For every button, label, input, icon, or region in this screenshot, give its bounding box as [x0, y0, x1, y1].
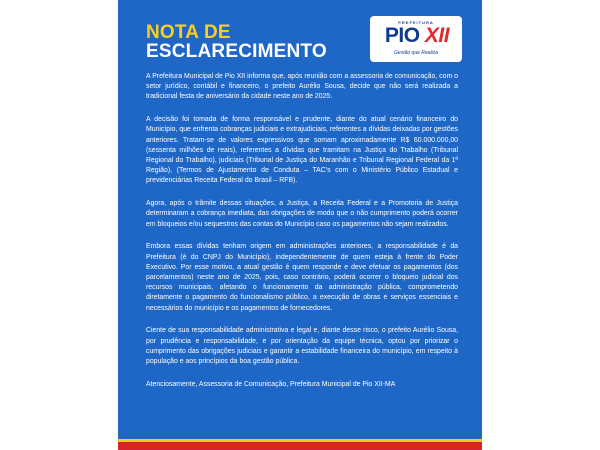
municipality-logo: [370, 16, 462, 62]
page-title: [146, 23, 346, 61]
logo-prefix: PREFEITURA: [398, 20, 434, 25]
logo-name-text: PIO: [384, 24, 420, 47]
red-stripe: [118, 442, 482, 450]
title-line-1: NOTA DE: [146, 22, 231, 43]
paragraph-5: Ciente de sua responsabilidade administrativa e legal e, diante desse risco, o prefeito Aurélio Sousa, por prudência e responsabilidade, e por orientação da equipe técnica, optou por priorizar o cumprimento das obrigações judiciais e garantir a estabilidade financeira do município, em respeito à população e aos princípios da boa gestão pública.: [146, 327, 458, 366]
paragraph-4: Embora essas dívidas tenham origem em administrações anteriores, a responsabilidade é da Prefeitura (é do CNPJ do Município), independentemente de quem esteja à frente do Poder Executivo. Por esse motivo, a atual gestão é quem responde e deve efetuar os pagamentos (dos parcelamentos) neste ano de 2025, pois, caso contrário, poderá ocorrer o bloqueio judicial dos recursos municipais, afetando o funcionamento da administração pública, comprometendo diretamente o pagamento do funcionalismo público, a execução de obras e serviços essenciais e necessários do município e os pagamentos de fornecedores.: [146, 243, 458, 312]
logo-name: [376, 24, 458, 47]
logo-slogan: Gestão que Realiza: [394, 50, 438, 56]
paragraph-1: A Prefeitura Municipal de Pio XII informa que, após reunião com a assessoria de comunicação, com o setor jurídico, contábil e financeiro, o prefeito Aurélio Sousa, decide que não será realizada a tradicional festa de aniversário da cidade neste ano de 2025.: [146, 73, 458, 101]
paragraph-2: A decisão foi tomada de forma responsável e prudente, diante do atual cenário financeiro do Município, que enfrenta cobranças judiciais e extrajudiciais, referentes a dívidas deixadas por gestões anteriores. Tratam-se de valores expressivos que somam aproximadamente R$ 60.000.000,00 (sessenta milhões de reais), referentes a dívidas que tramitam na Justiça do Trabalho (Tribunal Regional do Trabalho), judiciais (Tribunal de Justiça do Maranhão e Tribunal Regional Federal da 1ª Região), (Termos de Ajustamento de Conduta – TAC's com o Ministério Público Estadual e previdenciárias Receita Federal do Brasil – RFB).: [146, 116, 458, 185]
signature: Atenciosamente, Assessoria de Comunicação, Prefeitura Municipal de Pio XII-MA: [146, 380, 396, 388]
title-line-2: ESCLARECIMENTO: [146, 41, 327, 62]
announcement-body: [146, 72, 458, 403]
announcement-card: [118, 0, 482, 450]
logo-numeral: XII: [424, 24, 450, 47]
paragraph-3: Agora, após o trâmite dessas situações, a Justiça, a Receita Federal e a Promotoria de Justiça determinaram a cobrança imediata, das obrigações de modo que o não cumprimento poderá ocorrer em bloqueios e/ou sequestros das contas do Município caso os pagamentos não sejam realizados.: [146, 200, 458, 228]
